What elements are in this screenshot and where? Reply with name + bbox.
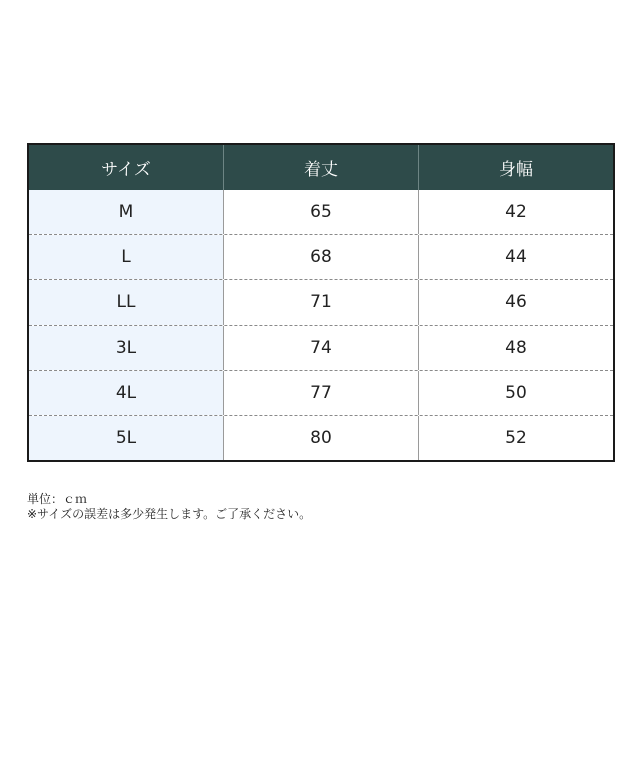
cell-width: 42 (418, 190, 613, 234)
table-row (29, 235, 613, 280)
disclaimer-note: ※サイズの誤差は多少発生します。ご了承ください。 (27, 507, 312, 521)
table-row (29, 326, 613, 371)
cell-width: 44 (418, 235, 613, 279)
unit-note: 単位：ｃｍ (27, 492, 88, 506)
cell-size: 3L (29, 326, 223, 370)
cell-length: 71 (223, 280, 418, 324)
header-size: サイズ (101, 160, 151, 180)
cell-length: 68 (223, 235, 418, 279)
cell-size: 5L (29, 416, 223, 460)
table-row (29, 416, 613, 460)
cell-width: 52 (418, 416, 613, 460)
notes-block (27, 492, 311, 522)
size-chart-table (27, 143, 615, 462)
cell-size: 4L (29, 371, 223, 415)
cell-length: 65 (223, 190, 418, 234)
cell-width: 48 (418, 326, 613, 370)
cell-width: 46 (418, 280, 613, 324)
cell-width: 50 (418, 371, 613, 415)
cell-length: 74 (223, 326, 418, 370)
header-width: 身幅 (418, 145, 613, 190)
cell-length: 77 (223, 371, 418, 415)
header-length: 着丈 (223, 145, 418, 190)
table-row (29, 371, 613, 416)
table-row (29, 280, 613, 325)
table-row (29, 190, 613, 235)
table-header-row (29, 145, 613, 190)
cell-size: M (29, 190, 223, 234)
cell-size: LL (29, 280, 223, 324)
cell-size: L (29, 235, 223, 279)
table-body (29, 190, 613, 460)
cell-length: 80 (223, 416, 418, 460)
